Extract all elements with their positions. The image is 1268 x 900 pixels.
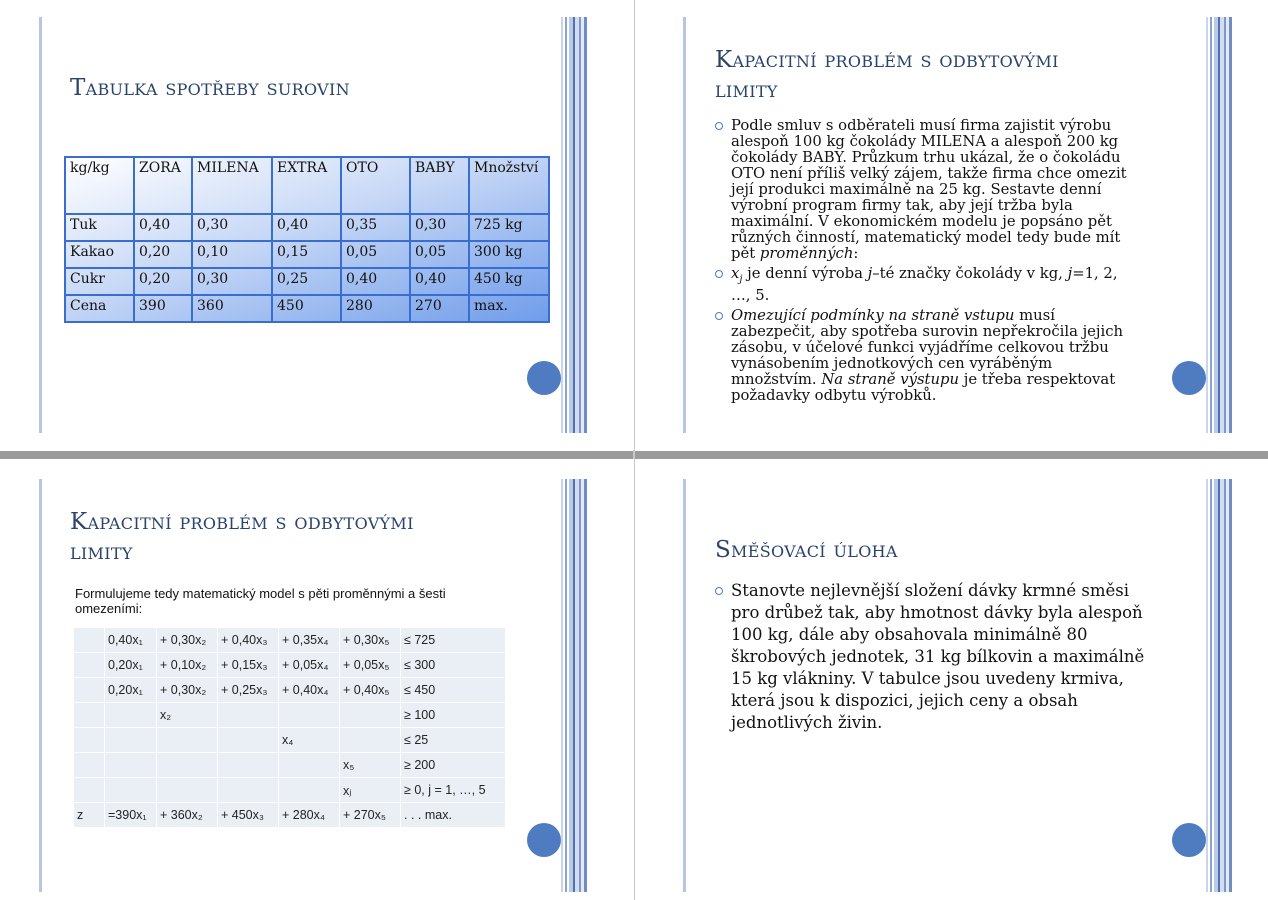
table-row	[65, 268, 549, 295]
table-cell	[157, 753, 218, 778]
table-cell: 280	[341, 295, 410, 322]
table-cell: 725 kg	[469, 214, 549, 241]
table-row	[74, 803, 506, 828]
table-cell	[340, 703, 401, 728]
table-cell: 0,40	[272, 214, 341, 241]
table-cell: Cukr	[65, 268, 134, 295]
table-cell: z	[74, 803, 105, 828]
table-cell: 0,30	[192, 214, 272, 241]
table-cell: + 450x₃	[218, 803, 279, 828]
bullet-item: $x_j$ je denní výroba j–té značky čokolády v kg, j=1, 2, …, 5.	[731, 266, 1141, 304]
table-cell	[340, 728, 401, 753]
table-cell: + 280x₄	[279, 803, 340, 828]
table-row	[65, 295, 549, 322]
consumption-table	[64, 156, 550, 323]
table-row	[74, 703, 506, 728]
decor-circle	[1172, 823, 1206, 857]
model-table	[73, 627, 506, 828]
table-header-cell: Množství	[469, 157, 549, 214]
left-decor-bar	[39, 479, 42, 892]
left-decor-bar	[683, 479, 686, 892]
table-cell: + 360x₂	[157, 803, 218, 828]
table-cell	[74, 703, 105, 728]
table-cell: 0,40x₁	[105, 628, 157, 653]
table-cell: 0,20x₁	[105, 678, 157, 703]
table-cell: 0,05	[341, 241, 410, 268]
table-cell	[279, 778, 340, 803]
table-cell	[105, 728, 157, 753]
title-line: limity	[70, 539, 133, 565]
table-cell	[74, 753, 105, 778]
table-row	[65, 241, 549, 268]
table-row	[74, 653, 506, 678]
table-cell: 0,15	[272, 241, 341, 268]
slide-title	[715, 45, 1059, 105]
decor-circle	[527, 823, 561, 857]
right-decor-bars	[561, 479, 587, 892]
table-cell: + 0,10x₂	[157, 653, 218, 678]
table-cell	[74, 628, 105, 653]
table-cell: 360	[192, 295, 272, 322]
table-cell: Kakao	[65, 241, 134, 268]
table-cell: + 0,40x₅	[340, 678, 401, 703]
table-cell: Cena	[65, 295, 134, 322]
right-decor-bars	[1206, 479, 1232, 892]
table-cell: max.	[469, 295, 549, 322]
table-cell: + 0,30x₅	[340, 628, 401, 653]
table-header-cell: MILENA	[192, 157, 272, 214]
table-cell: ≥ 0, j = 1, …, 5	[401, 778, 506, 803]
bullet-item: Stanovte nejlevnější složení dávky krmné směsi pro drůbež tak, aby hmotnost dávky byla alespoň 100 kg, dále aby obsahovala minimálně 80 škrobových jednotek, 31 kg bílkovin a maximálně 15 kg vlákniny. V tabulce jsou uvedeny krmiva, která jsou k dispozici, jejich ceny a obsah jednotlivých živin.	[731, 580, 1151, 734]
table-cell: 0,25	[272, 268, 341, 295]
table-cell	[279, 753, 340, 778]
table-cell: 300 kg	[469, 241, 549, 268]
table-cell: . . . max.	[401, 803, 506, 828]
table-cell	[105, 703, 157, 728]
slide-title: Tabulka spotřeby surovin	[70, 75, 350, 101]
table-cell: + 270x₅	[340, 803, 401, 828]
table-cell	[74, 728, 105, 753]
table-cell: xⱼ	[340, 778, 401, 803]
table-cell	[279, 703, 340, 728]
table-cell: 0,40	[410, 268, 469, 295]
table-cell: ≥ 100	[401, 703, 506, 728]
table-cell: 450	[272, 295, 341, 322]
table-cell	[105, 753, 157, 778]
table-cell: 0,20	[134, 241, 192, 268]
table-cell	[218, 703, 279, 728]
model-intro-text: Formulujeme tedy matematický model s pěti proměnnými a šesti omezeními:	[75, 586, 446, 616]
right-decor-bars	[561, 17, 587, 433]
decor-circle	[527, 361, 561, 395]
table-header-cell: kg/kg	[65, 157, 134, 214]
title-line: limity	[715, 77, 778, 103]
table-row	[74, 778, 506, 803]
table-cell: ≤ 300	[401, 653, 506, 678]
table-cell: 0,40	[341, 268, 410, 295]
slide-2-bullets	[731, 118, 1141, 408]
table-cell: =390x₁	[105, 803, 157, 828]
slide-title: Směšovací úloha	[715, 537, 898, 563]
table-cell: ≤ 450	[401, 678, 506, 703]
table-cell: + 0,05x₅	[340, 653, 401, 678]
table-cell: + 0,30x₂	[157, 628, 218, 653]
table-cell: 0,30	[410, 214, 469, 241]
table-cell	[157, 728, 218, 753]
left-decor-bar	[683, 17, 686, 433]
table-cell: 0,35	[341, 214, 410, 241]
table-cell	[74, 778, 105, 803]
table-cell: + 0,15x₃	[218, 653, 279, 678]
slide-4-bullets	[731, 580, 1151, 734]
table-cell: ≤ 725	[401, 628, 506, 653]
decor-circle	[1172, 361, 1206, 395]
table-row	[74, 628, 506, 653]
table-header-cell: BABY	[410, 157, 469, 214]
table-cell: 0,30	[192, 268, 272, 295]
table-cell: + 0,05x₄	[279, 653, 340, 678]
table-cell	[218, 778, 279, 803]
table-cell: x₄	[279, 728, 340, 753]
table-cell: ≤ 25	[401, 728, 506, 753]
table-cell: 0,20x₁	[105, 653, 157, 678]
right-decor-bars	[1206, 17, 1232, 433]
table-cell	[218, 753, 279, 778]
table-row	[65, 214, 549, 241]
table-cell: + 0,40x₄	[279, 678, 340, 703]
title-line: Kapacitní problém s odbytovými	[70, 509, 414, 535]
table-cell: 450 kg	[469, 268, 549, 295]
table-cell: 390	[134, 295, 192, 322]
table-cell	[157, 778, 218, 803]
table-row	[74, 678, 506, 703]
bullet-item: Podle smluv s odběrateli musí firma zajistit výrobu alespoň 100 kg čokolády MILENA a alespoň 200 kg čokolády BABY. Průzkum trhu ukázal, že o čokoládu OTO není příliš velký zájem, takže firma chce omezit její produkci maximálně na 25 kg. Sestavte denní výrobní program firmy tak, aby její tržba byla maximální. V ekonomickém modelu je popsáno pět různých činností, matematický model tedy bude mít pět proměnných:	[731, 118, 1141, 262]
table-cell: ≥ 200	[401, 753, 506, 778]
table-cell: + 0,35x₄	[279, 628, 340, 653]
table-cell: x₅	[340, 753, 401, 778]
table-header-cell: EXTRA	[272, 157, 341, 214]
table-cell: 0,10	[192, 241, 272, 268]
table-cell: + 0,40x₃	[218, 628, 279, 653]
table-header-cell: OTO	[341, 157, 410, 214]
table-cell: 270	[410, 295, 469, 322]
table-cell	[74, 678, 105, 703]
table-cell: + 0,30x₂	[157, 678, 218, 703]
table-cell: 0,40	[134, 214, 192, 241]
bullet-item: Omezující podmínky na straně vstupu musí zabezpečit, aby spotřeba surovin nepřekročila jejich zásobu, v účelové funkci vyjádříme celkovou tržbu vynásobením jednotkových cen vyráběným množstvím. Na straně výstupu je třeba respektovat požadavky odbytu výrobků.	[731, 308, 1141, 404]
title-line: Kapacitní problém s odbytovými	[715, 47, 1059, 73]
table-cell: 0,05	[410, 241, 469, 268]
left-decor-bar	[39, 17, 42, 433]
table-row	[74, 753, 506, 778]
table-cell: 0,20	[134, 268, 192, 295]
table-header-cell: ZORA	[134, 157, 192, 214]
table-cell	[105, 778, 157, 803]
table-cell: Tuk	[65, 214, 134, 241]
slide-title	[70, 507, 414, 567]
table-cell	[218, 728, 279, 753]
table-cell	[74, 653, 105, 678]
table-row	[74, 728, 506, 753]
table-cell: x₂	[157, 703, 218, 728]
table-cell: + 0,25x₃	[218, 678, 279, 703]
